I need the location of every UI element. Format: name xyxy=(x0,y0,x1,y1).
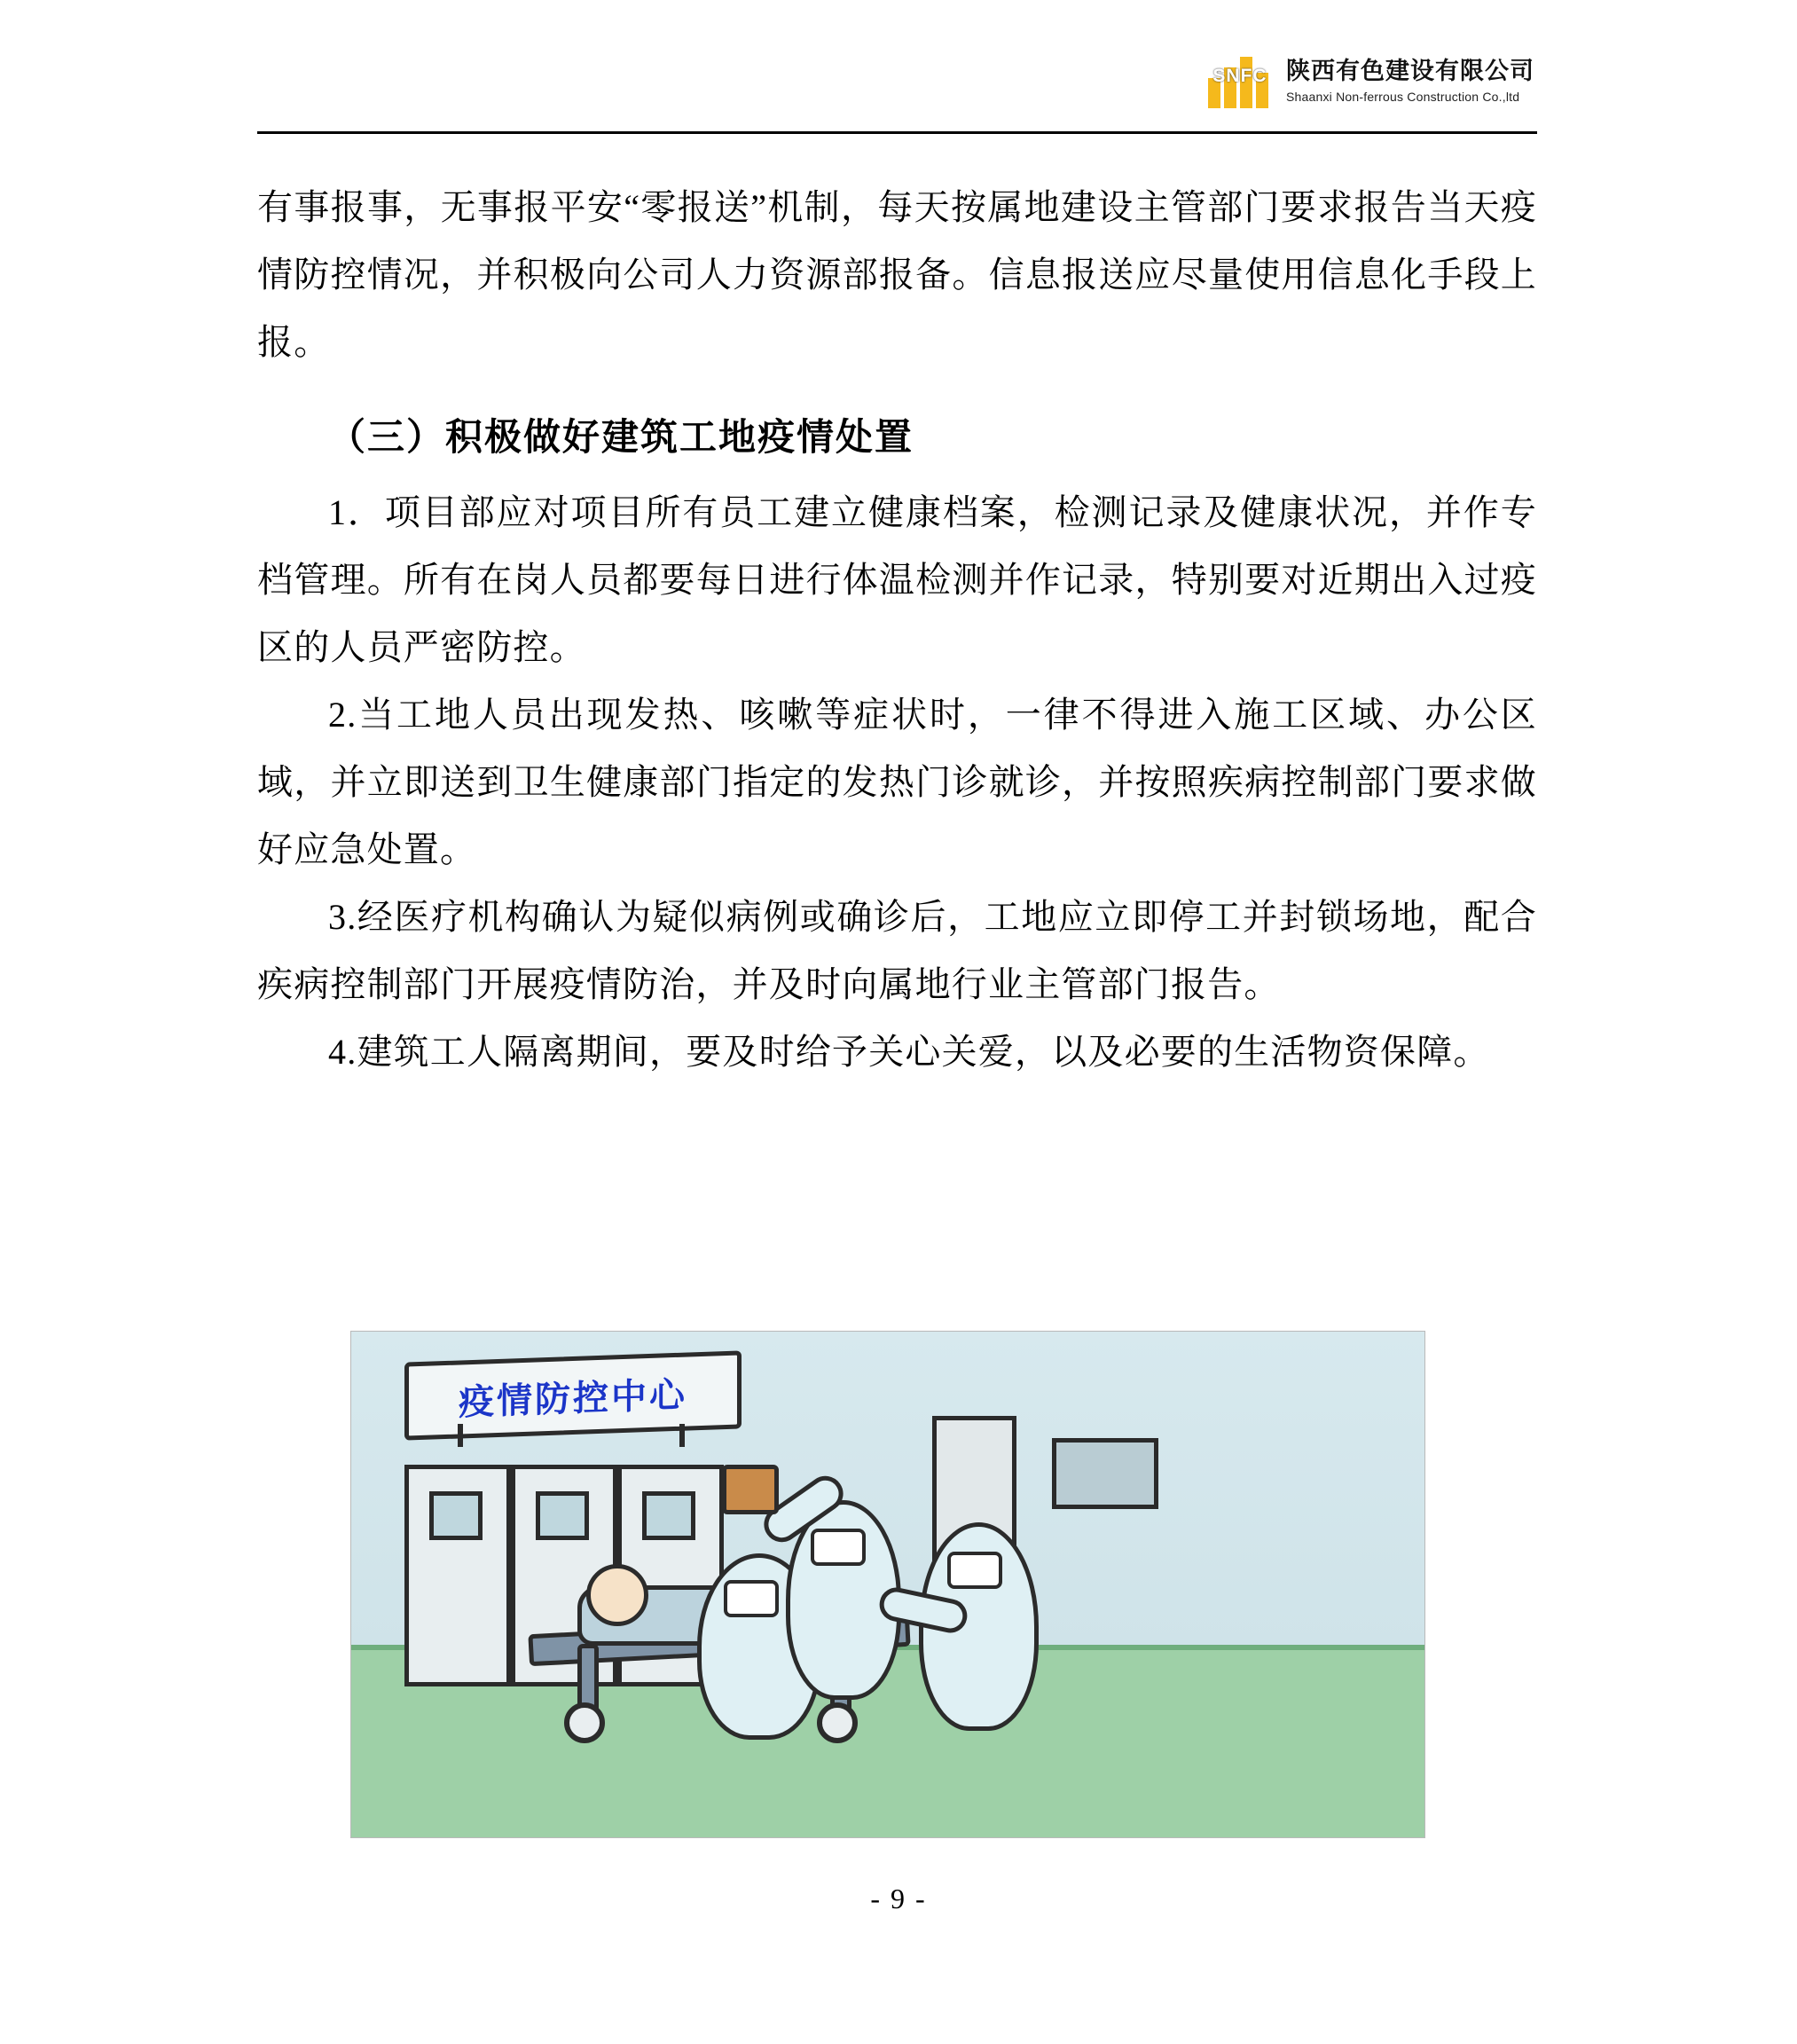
wall-window xyxy=(1052,1438,1158,1509)
logo-monogram: SNFC xyxy=(1212,66,1267,86)
sign-stand xyxy=(458,1424,463,1447)
patient-head xyxy=(586,1564,648,1626)
header-divider xyxy=(257,131,1537,134)
list-item-1: 1．项目部应对项目所有员工建立健康档案，检测记录及健康状况，并作专档管理。所有在岗人员都要每日进行体温检测并作记录，特别要对近期出入过疫区的人员严密防控。 xyxy=(257,492,1537,667)
center-sign-text: 疫情防控中心 xyxy=(459,1374,687,1423)
page-number: - 9 - xyxy=(870,1883,927,1914)
list-item-2: 2.当工地人员出现发热、咳嗽等症状时，一律不得进入施工区域、办公区域，并立即送到卫生健康部门指定的发热门诊就诊，并按照疾病控制部门要求做好应急处置。 xyxy=(257,695,1537,869)
door-window xyxy=(536,1491,589,1540)
list-item-3: 3.经医疗机构确认为疑似病例或确诊后，工地应立即停工并封锁场地，配合疾病控制部门开展疫情防治，并及时向属地行业主管部门报告。 xyxy=(257,897,1537,1004)
illustration-image xyxy=(350,1331,1425,1838)
door-window xyxy=(429,1491,483,1540)
face-mask-icon xyxy=(811,1529,866,1566)
company-logo-block xyxy=(1206,53,1534,108)
disinfectant-sprayer-icon xyxy=(722,1465,779,1514)
company-name-cn: 陕西有色建设有限公司 xyxy=(1286,57,1534,84)
paragraph-continued: 有事报事，无事报平安“零报送”机制，每天按属地建设主管部门要求报告当天疫情防控情况，并积极向公司人力资源部报备。信息报送应尽量使用信息化手段上报。 xyxy=(257,187,1537,362)
company-name-en: Shaanxi Non-ferrous Construction Co.,ltd xyxy=(1286,89,1520,104)
page-footer xyxy=(0,1883,1797,1915)
stretcher-wheel xyxy=(817,1702,858,1743)
face-mask-icon xyxy=(724,1580,779,1617)
company-name-block xyxy=(1286,57,1534,105)
stretcher-wheel xyxy=(564,1702,605,1743)
snfc-logo-icon xyxy=(1206,53,1274,108)
list-item-4: 4.建筑工人隔离期间，要及时给予关心关爱，以及必要的生活物资保障。 xyxy=(328,1032,1490,1072)
face-mask-icon xyxy=(947,1552,1002,1589)
page-header xyxy=(257,53,1534,133)
section-heading: （三）积极做好建筑工地疫情处置 xyxy=(328,416,914,458)
center-sign xyxy=(404,1350,742,1440)
sign-stand xyxy=(679,1424,685,1447)
door-window xyxy=(642,1491,695,1540)
document-body xyxy=(257,174,1537,1086)
